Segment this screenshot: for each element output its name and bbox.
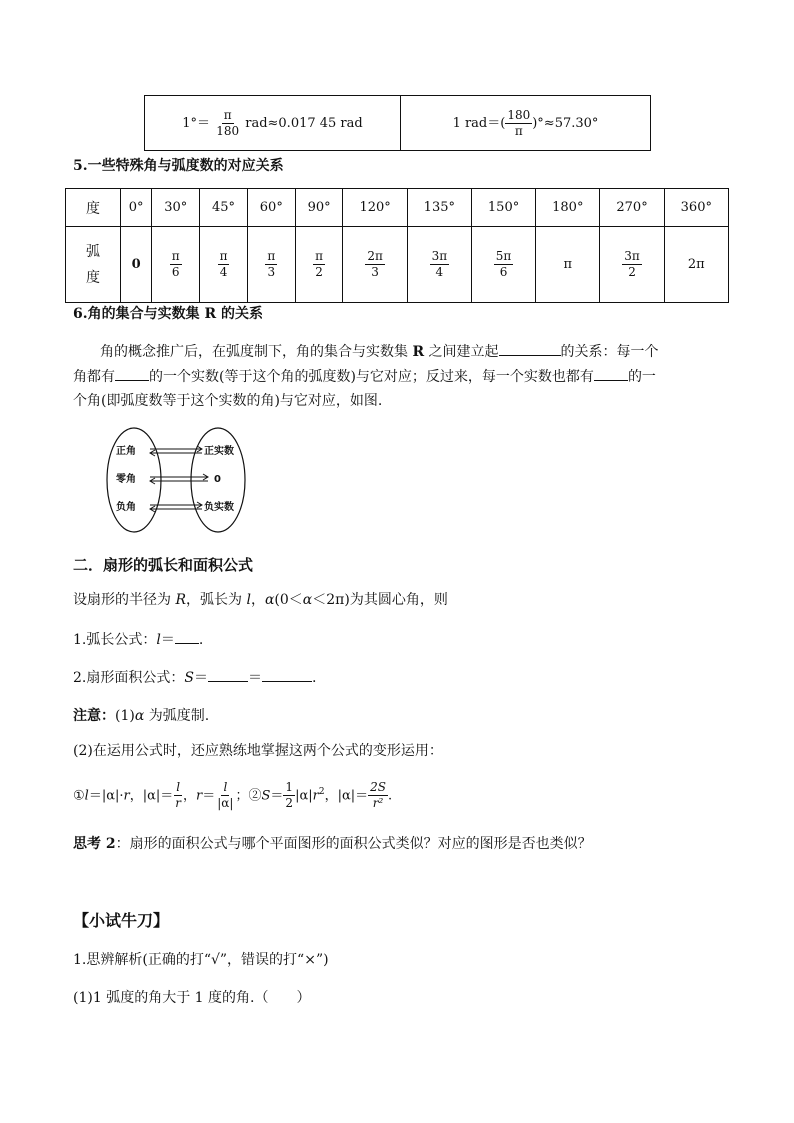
intro-e: ＜2π)为其圆心角，则: [312, 592, 448, 608]
degree-cell: 360°: [664, 189, 728, 227]
fv-mid: |α|: [295, 788, 313, 804]
think-2: [73, 834, 592, 854]
radian-cell: [471, 227, 535, 303]
conv-left-den: 180: [216, 123, 240, 138]
s6-line1-b: 之间建立起: [424, 344, 499, 360]
diagram-right-negative: 负实数: [204, 502, 234, 513]
radian-value: 0: [131, 257, 141, 272]
f1-c: .: [198, 632, 204, 648]
circled-2: ②: [248, 788, 262, 804]
fv-S: S: [261, 788, 271, 804]
fv-r: r: [123, 788, 130, 804]
radian-fraction: [430, 249, 450, 280]
radian-denominator: 6: [499, 265, 508, 279]
diagram-right-positive: 正实数: [204, 446, 234, 457]
frac2-den: |α|: [217, 796, 234, 811]
f2-S: S: [184, 670, 194, 686]
radian-cell: [247, 227, 295, 303]
radian-denominator: 4: [219, 265, 228, 279]
radian-fraction: [313, 249, 325, 280]
s6-line2-b: 的一个实数(等于这个角的弧度数)与它对应；反过来，每一个实数也都有: [149, 369, 594, 385]
f1-b: ＝: [160, 632, 175, 648]
note-alpha: α: [134, 708, 145, 724]
section6-title: 6.角的集合与实数集 R 的关系: [73, 306, 263, 322]
conv-left-fraction: [214, 108, 241, 139]
conv-left-prefix: 1°＝: [182, 115, 211, 131]
radian-cell: [664, 227, 728, 303]
radian-cell: [200, 227, 248, 303]
note-label: 注意：: [73, 708, 115, 724]
section6-line3: 个角(即弧度数等于这个实数的角)与它对应，如图.: [73, 393, 383, 409]
blank-unique-2[interactable]: [594, 366, 628, 381]
diagram-left-positive: 正角: [116, 446, 136, 457]
section6-line2: [73, 366, 656, 387]
intro-l: l: [246, 592, 251, 608]
radian-numerator: 3π: [624, 249, 640, 263]
radian-denominator: 2: [628, 265, 636, 279]
fv-eq1: ＝|α|·: [88, 788, 124, 804]
s6-line2-a: 角都有: [73, 369, 115, 385]
fv-eq2: ＝: [202, 788, 216, 804]
degree-row: [66, 189, 729, 227]
f2-d: .: [311, 670, 317, 686]
s6-line1-a: 角的概念推广后，在弧度制下，角的集合与实数集: [100, 344, 413, 360]
frac4-den: r²: [372, 796, 384, 811]
fv-r3: r: [312, 788, 319, 804]
blank-arc-length[interactable]: [175, 629, 199, 644]
correspondence-diagram: [100, 424, 260, 539]
blank-area-1[interactable]: [208, 667, 248, 682]
radian-fraction: [265, 249, 277, 280]
fraction-2S-over-r2: [368, 780, 388, 811]
blank-unique-1[interactable]: [115, 366, 149, 381]
radian-cell: [343, 227, 407, 303]
conv-right-fraction: [505, 108, 532, 139]
radian-numerator: π: [219, 249, 228, 263]
radian-numerator: 5π: [495, 249, 512, 263]
degree-cell: 150°: [471, 189, 535, 227]
radian-value: 2π: [687, 257, 705, 272]
note-1: [73, 706, 209, 726]
s6-line1-c: 的关系：每一个: [560, 344, 659, 360]
radian-numerator: π: [267, 249, 276, 263]
special-angles-table: [65, 188, 729, 303]
conversion-table: [144, 95, 651, 151]
radian-numerator: 3π: [431, 249, 448, 263]
radian-row-header: [66, 227, 121, 303]
radian-denominator: 4: [435, 265, 444, 279]
note-2: (2)在运用公式时，还应熟练地掌握这两个公式的变形运用：: [73, 743, 443, 759]
radian-value: π: [563, 257, 573, 272]
radian-fraction: [170, 249, 182, 280]
practice-q1: 1.思辨解析(正确的打“√”，错误的打“×”): [73, 952, 329, 968]
diagram-right-zero: 0: [214, 474, 221, 485]
fv-sep3: ；: [235, 788, 249, 804]
radian-cell: [152, 227, 200, 303]
conv-left-suffix: rad≈0.017 45 rad: [245, 115, 363, 131]
fraction-half: [283, 780, 295, 811]
think2-text: ：扇形的面积公式与哪个平面图形的面积公式类似？对应的图形是否也类似？: [115, 836, 592, 852]
section5-title: 5.一些特殊角与弧度数的对应关系: [73, 158, 284, 174]
intro-alpha2: α: [302, 592, 313, 608]
frac3-den: 2: [285, 796, 294, 811]
blank-area-2[interactable]: [262, 667, 312, 682]
radian-to-degree-cell: [401, 96, 651, 151]
radian-cell: [407, 227, 471, 303]
intro-b: ，弧长为: [186, 592, 247, 608]
radian-fraction: [622, 249, 642, 280]
conv-left-num: π: [223, 107, 232, 122]
conv-right-den: π: [514, 123, 523, 138]
intro-d: (0＜: [274, 592, 303, 608]
frac1-num: l: [176, 780, 181, 795]
radian-cell: [121, 227, 152, 303]
fv-end: .: [387, 788, 393, 804]
intro-a: 设扇形的半径为: [73, 592, 176, 608]
fv-r2: r: [196, 788, 203, 804]
degree-cell: 90°: [295, 189, 343, 227]
degree-cell: 45°: [200, 189, 248, 227]
radian-cell: [295, 227, 343, 303]
radian-numerator: π: [171, 249, 180, 263]
radian-header-line1: 弧: [86, 243, 100, 260]
frac3-num: 1: [285, 780, 294, 795]
radian-numerator: π: [315, 249, 324, 263]
degree-cell: 30°: [152, 189, 200, 227]
f2-a: 2.扇形面积公式：: [73, 670, 185, 686]
fv-sep1: ，|α|＝: [129, 788, 174, 804]
intro-alpha: α: [264, 592, 275, 608]
f1-a: 1.弧长公式：: [73, 632, 157, 648]
degree-to-radian-cell: [145, 96, 401, 151]
s6-line1-r: R: [412, 344, 425, 360]
think2-label: 思考 2: [73, 836, 116, 852]
radian-fraction: [218, 249, 230, 280]
diagram-left-negative: 负角: [116, 502, 136, 513]
degree-cell: 270°: [600, 189, 664, 227]
part2-intro: [73, 590, 448, 610]
fraction-l-over-alpha: [215, 780, 235, 811]
radian-denominator: 3: [371, 265, 379, 279]
fv-l: l: [84, 788, 89, 804]
frac2-num: l: [223, 780, 228, 795]
f1-l: l: [156, 632, 161, 648]
radian-row: [66, 227, 729, 303]
degree-cell: 120°: [343, 189, 407, 227]
radian-cell: [536, 227, 600, 303]
intro-R: R: [175, 592, 186, 608]
practice-title: 【小试牛刀】: [73, 911, 170, 930]
sector-area-formula: [73, 667, 316, 688]
f2-c: ＝: [247, 670, 262, 686]
fraction-l-over-r: [173, 780, 183, 811]
conv-right-num: 180: [507, 107, 531, 122]
radian-denominator: 2: [315, 265, 323, 279]
note-b: 为弧度制.: [144, 708, 210, 724]
conv-right-prefix: 1 rad＝(: [452, 115, 506, 131]
fv-eq3: ＝: [270, 788, 284, 804]
s6-line2-c: 的一: [627, 369, 656, 385]
diagram-left-zero: 零角: [116, 474, 136, 485]
radian-fraction: [365, 249, 385, 280]
practice-q1-1: (1)1 弧度的角大于 1 度的角.（ ）: [73, 990, 311, 1006]
degree-cell: 135°: [407, 189, 471, 227]
f2-b: ＝: [193, 670, 208, 686]
degree-cell: 180°: [536, 189, 600, 227]
conv-right-suffix: )°≈57.30°: [532, 115, 599, 131]
radian-denominator: 3: [267, 265, 276, 279]
note-a: (1): [115, 708, 135, 724]
arc-length-formula: [73, 629, 203, 650]
circled-1: ①: [73, 788, 85, 804]
intro-c: ，: [250, 592, 265, 608]
frac1-den: r: [175, 796, 182, 811]
radian-cell: [600, 227, 664, 303]
degree-cell: 0°: [121, 189, 152, 227]
radian-denominator: 6: [171, 265, 180, 279]
radian-numerator: 2π: [367, 249, 383, 263]
section6-line1: [100, 341, 659, 362]
blank-one-to-one[interactable]: [499, 341, 561, 356]
fv-sep4: ，|α|＝: [324, 788, 369, 804]
fv-sep2: ，: [183, 788, 197, 804]
frac4-num: 2S: [370, 780, 386, 795]
degree-row-header: 度: [66, 189, 121, 227]
fv-sup2: 2: [318, 787, 325, 797]
radian-fraction: [494, 249, 514, 280]
degree-cell: 60°: [247, 189, 295, 227]
part2-title: 二．扇形的弧长和面积公式: [73, 556, 254, 574]
formula-variants: [73, 777, 392, 811]
radian-header-line2: 度: [86, 269, 100, 286]
